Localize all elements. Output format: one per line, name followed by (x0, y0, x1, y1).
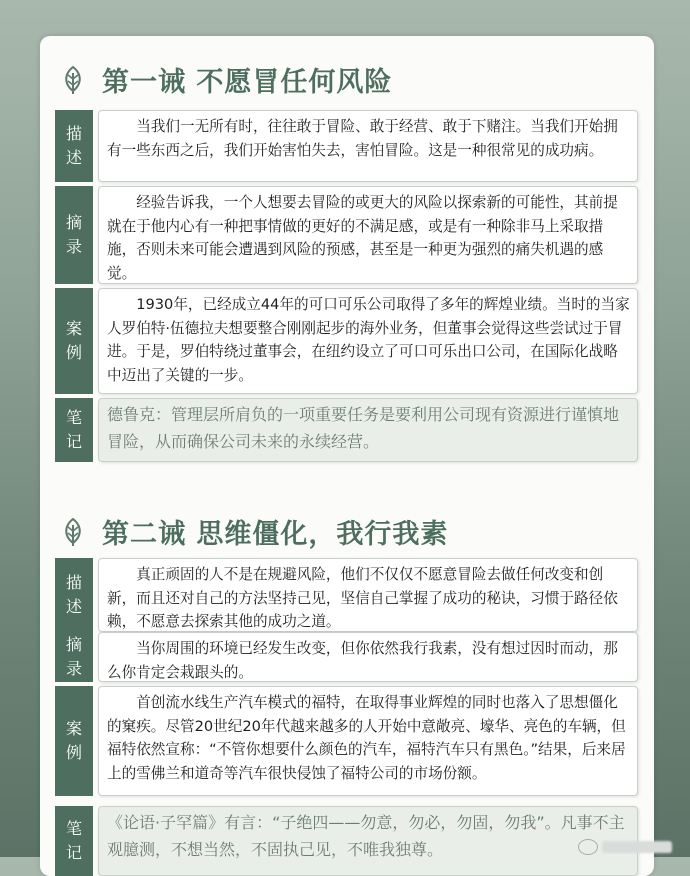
leaf-icon (58, 65, 88, 95)
row-tag: 描述 (55, 558, 93, 632)
row-note (55, 806, 638, 876)
section-1-header (58, 60, 392, 99)
leaf-icon (58, 517, 88, 547)
watermark (578, 839, 672, 855)
row-case (55, 288, 638, 394)
section-2-header (58, 512, 448, 551)
row-text: 当你周围的环境已经发生改变，但你依然我行我素，没有想过因时而动，那么你肯定会栽跟头的。 (98, 632, 638, 682)
weibo-logo-icon (578, 839, 598, 855)
content-card (40, 36, 654, 876)
row-description (55, 110, 638, 182)
row-text: 1930年，已经成立44年的可口可乐公司取得了多年的辉煌业绩。当时的当家人罗伯特·伍德拉夫想要整合刚刚起步的海外业务，但董事会觉得这些尝试过于冒进。于是，罗伯特绕过董事会，在纽约设立了可口可乐出口公司，在国际化战略中迈出了关键的一步。 (98, 288, 638, 394)
section-title: 第一诫 不愿冒任何风险 (102, 67, 393, 98)
row-tag: 描述 (55, 110, 93, 182)
row-text: 经验告诉我，一个人想要去冒险的或更大的风险以探索新的可能性，其前提就在于他内心有一种把事情做的更好的不满足感，或是有一种除非马上采取措施，否则未来可能会遭遇到风险的预感，甚至是一种更为强烈的痛失机遇的感觉。 (98, 186, 638, 284)
row-tag: 摘录 (55, 632, 93, 682)
section-title: 第二诫 思维僵化，我行我素 (102, 519, 449, 550)
row-tag: 摘录 (55, 186, 93, 284)
row-case (55, 686, 638, 796)
row-note (55, 398, 638, 462)
watermark-username (602, 841, 672, 853)
row-excerpt (55, 186, 638, 284)
row-excerpt (55, 632, 638, 682)
row-description (55, 558, 638, 632)
row-note-text: 德鲁克：管理层所肩负的一项重要任务是要利用公司现有资源进行谨慎地冒险，从而确保公司未来的永续经营。 (98, 398, 638, 462)
row-text: 真正顽固的人不是在规避风险，他们不仅仅不愿意冒险去做任何改变和创新，而且还对自己的方法坚持己见，坚信自己掌握了成功的秘诀，习惯于路径依赖，不愿意去探索其他的成功之道。 (98, 558, 638, 632)
row-tag: 案例 (55, 686, 93, 796)
row-tag: 笔记 (55, 806, 93, 876)
row-note-text: 《论语·子罕篇》有言：“子绝四——勿意，勿必，勿固，勿我”。凡事不主观臆测，不想当然，不固执己见，不唯我独尊。 (98, 806, 638, 876)
row-tag: 笔记 (55, 398, 93, 462)
row-text: 首创流水线生产汽车模式的福特，在取得事业辉煌的同时也落入了思想僵化的窠疾。尽管20世纪20年代越来越多的人开始中意敞亮、壕华、亮色的车辆，但福特依然宣称：“不管你想要什么颜色的汽车，福特汽车只有黑色。”结果，后来居上的雪佛兰和道奇等汽车很快侵蚀了福特公司的市场份额。 (98, 686, 638, 796)
row-text: 当我们一无所有时，往往敢于冒险、敢于经营、敢于下赌注。当我们开始拥有一些东西之后，我们开始害怕失去，害怕冒险。这是一种很常见的成功病。 (98, 110, 638, 182)
row-tag: 案例 (55, 288, 93, 394)
